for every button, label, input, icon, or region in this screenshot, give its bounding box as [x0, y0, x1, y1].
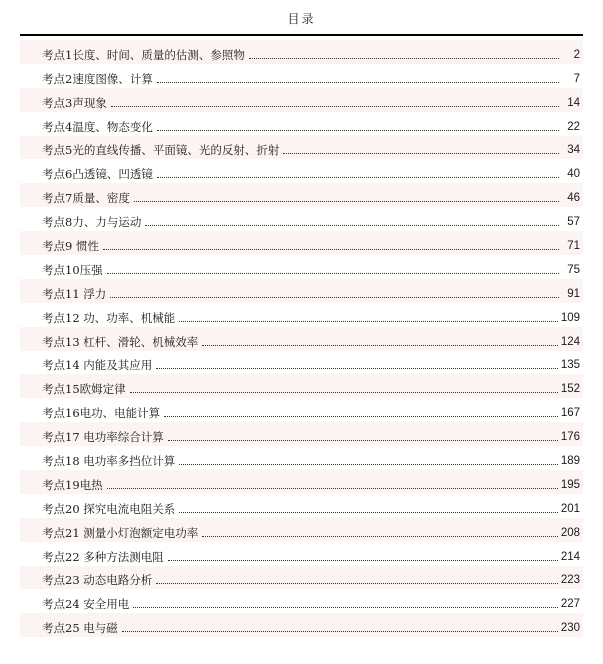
toc-entry[interactable] — [20, 566, 583, 590]
toc-entry[interactable] — [20, 231, 583, 255]
toc-entry-title: 考点1长度、时间、质量的估测、参照物 — [42, 47, 245, 62]
toc-entry[interactable] — [20, 446, 583, 470]
dot-leader — [157, 177, 559, 178]
toc-entry-title: 考点8力、力与运动 — [42, 215, 142, 230]
dot-leader — [156, 368, 558, 369]
toc-entry-title: 考点3声现象 — [42, 95, 107, 110]
dot-leader — [249, 58, 559, 59]
toc-page-number: 223 — [560, 574, 580, 587]
toc-entry[interactable] — [20, 589, 583, 613]
dot-leader — [202, 345, 558, 346]
dot-leader — [134, 201, 559, 202]
dot-leader — [157, 130, 559, 131]
toc-page-number: 227 — [560, 598, 580, 611]
toc-page-number: 57 — [567, 216, 580, 229]
toc-title: 目录 — [287, 12, 316, 26]
dot-leader — [157, 82, 559, 83]
toc-page-number: 75 — [567, 263, 580, 276]
toc-entry-title: 考点22 多种方法测电阻 — [42, 549, 164, 564]
toc-entry-title: 考点9 惯性 — [42, 239, 99, 254]
toc-entry-title: 考点18 电功率多挡位计算 — [42, 454, 176, 469]
toc-entry[interactable] — [20, 613, 583, 637]
dot-leader — [107, 488, 558, 489]
toc-page-number: 2 — [573, 48, 580, 61]
toc-entry-title: 考点15欧姆定律 — [42, 382, 126, 397]
dot-leader — [133, 607, 558, 608]
toc-page-number: 34 — [567, 144, 580, 157]
toc-entry-title: 考点24 安全用电 — [42, 597, 130, 612]
toc-entry[interactable] — [20, 470, 583, 494]
dot-leader — [202, 536, 558, 537]
toc-entry-title: 考点13 杠杆、滑轮、机械效率 — [42, 334, 199, 349]
toc-entry[interactable] — [20, 255, 583, 279]
toc-entry[interactable] — [20, 159, 583, 183]
toc-page-number: 201 — [560, 502, 580, 515]
toc-page-number: 40 — [567, 168, 580, 181]
toc-entry[interactable] — [20, 351, 583, 375]
toc-entry[interactable] — [20, 518, 583, 542]
dot-leader — [145, 225, 559, 226]
title-divider — [20, 34, 583, 36]
dot-leader — [103, 249, 559, 250]
toc-entry-title: 考点20 探究电流电阻关系 — [42, 501, 176, 516]
dot-leader — [130, 392, 558, 393]
toc-entry-title: 考点5光的直线传播、平面镜、光的反射、折射 — [42, 143, 280, 158]
dot-leader — [283, 153, 559, 154]
toc-entry-title: 考点16电功、电能计算 — [42, 406, 161, 421]
toc-entry[interactable] — [20, 136, 583, 160]
toc-entry[interactable] — [20, 303, 583, 327]
toc-entry[interactable] — [20, 542, 583, 566]
toc-entry-title: 考点11 浮力 — [42, 286, 107, 301]
toc-entry-title: 考点21 测量小灯泡额定电功率 — [42, 525, 199, 540]
toc-entry-title: 考点4温度、物态变化 — [42, 119, 153, 134]
dot-leader — [179, 464, 558, 465]
toc-page-number: 230 — [560, 622, 580, 635]
toc-entry-title: 考点14 内能及其应用 — [42, 358, 153, 373]
dot-leader — [168, 440, 558, 441]
toc-page-number: 124 — [560, 335, 580, 348]
toc-entry-title: 考点23 动态电路分析 — [42, 573, 153, 588]
toc-page-number: 109 — [560, 311, 580, 324]
dot-leader — [122, 631, 558, 632]
toc-entry-title: 考点19电热 — [42, 477, 103, 492]
toc-page-number: 14 — [567, 96, 580, 109]
toc-page-number: 91 — [567, 287, 580, 300]
toc-entry[interactable] — [20, 64, 583, 88]
toc-entry[interactable] — [20, 183, 583, 207]
toc-entry-title: 考点2速度图像、计算 — [42, 71, 153, 86]
toc-entry[interactable] — [20, 40, 583, 64]
dot-leader — [168, 560, 558, 561]
toc-entry[interactable] — [20, 327, 583, 351]
toc-page-number: 167 — [560, 407, 580, 420]
toc-entry[interactable] — [20, 494, 583, 518]
toc-entry[interactable] — [20, 398, 583, 422]
dot-leader — [164, 416, 558, 417]
toc-page-number: 176 — [560, 431, 580, 444]
toc-page-number: 46 — [567, 192, 580, 205]
toc-entry-title: 考点10压强 — [42, 262, 103, 277]
toc-entry-title: 考点6凸透镜、凹透镜 — [42, 167, 153, 182]
toc-entry[interactable] — [20, 422, 583, 446]
toc-page-number: 208 — [560, 526, 580, 539]
dot-leader — [110, 297, 559, 298]
toc-entry[interactable] — [20, 88, 583, 112]
toc-page-number: 7 — [573, 72, 580, 85]
toc-page-number: 22 — [567, 120, 580, 133]
dot-leader — [111, 106, 559, 107]
toc-entry[interactable] — [20, 279, 583, 303]
toc-entry[interactable] — [20, 374, 583, 398]
dot-leader — [179, 321, 558, 322]
toc-entry-title: 考点17 电功率综合计算 — [42, 430, 164, 445]
toc-entry[interactable] — [20, 207, 583, 231]
dot-leader — [179, 512, 558, 513]
toc-page-number: 195 — [560, 478, 580, 491]
toc-page-number: 189 — [560, 455, 580, 468]
toc-entry-title: 考点7质量、密度 — [42, 191, 130, 206]
dot-leader — [156, 583, 558, 584]
toc-page-number: 135 — [560, 359, 580, 372]
dot-leader — [107, 273, 559, 274]
toc-entry[interactable] — [20, 112, 583, 136]
table-of-contents — [20, 40, 583, 637]
toc-page-number: 71 — [567, 240, 580, 253]
toc-entry-title: 考点25 电与磁 — [42, 621, 118, 636]
toc-entry-title: 考点12 功、功率、机械能 — [42, 310, 176, 325]
toc-page-number: 214 — [560, 550, 580, 563]
toc-page-number: 152 — [560, 383, 580, 396]
